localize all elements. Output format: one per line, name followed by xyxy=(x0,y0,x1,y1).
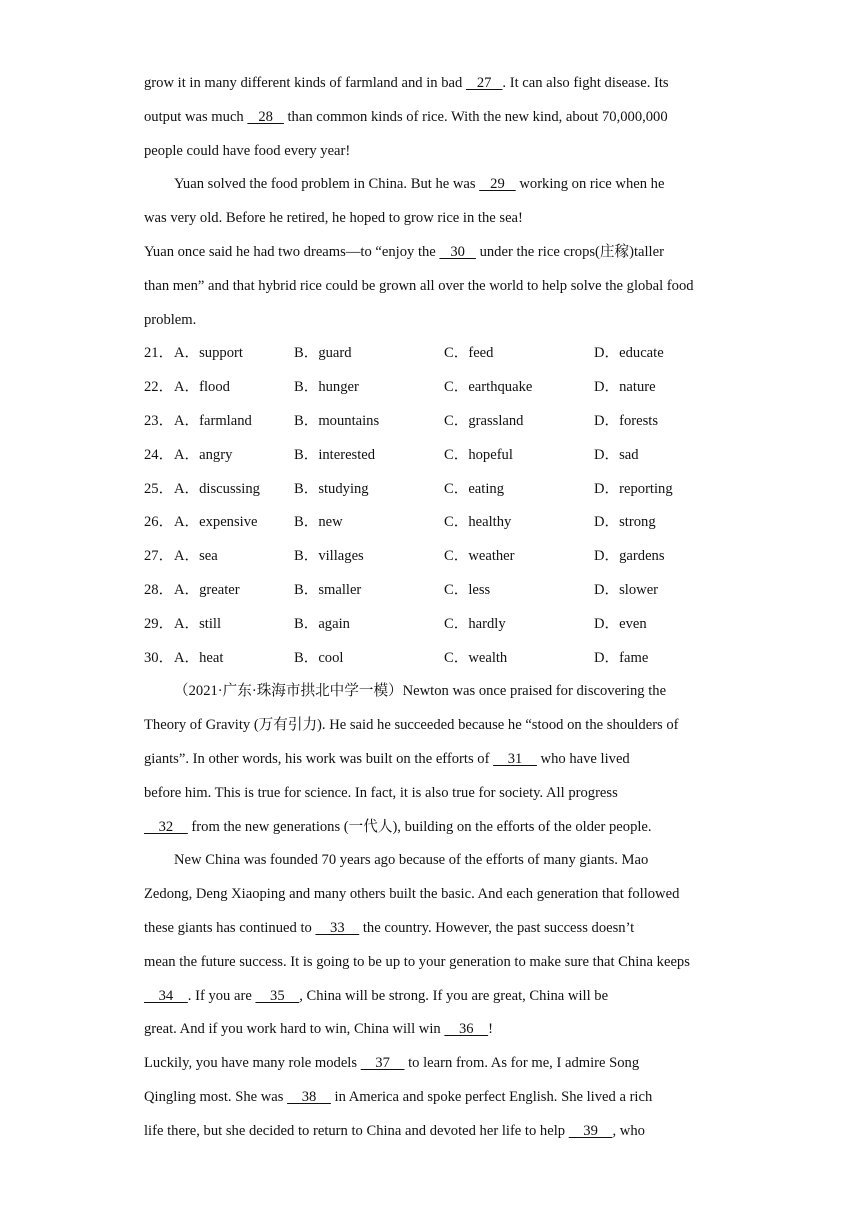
passage2-line-11: great. And if you work hard to win, China will win 36 ! xyxy=(144,1021,494,1037)
option-b: B．studying xyxy=(294,481,369,497)
question-number: 22． xyxy=(144,379,174,395)
passage1-line-8: problem. xyxy=(144,312,197,328)
option-d: D．forests xyxy=(594,413,659,429)
question-number: 25． xyxy=(144,481,174,497)
option-b: B．hunger xyxy=(294,379,359,395)
option-a: A．flood xyxy=(174,379,230,395)
passage2-line-14: life there, but she decided to return to China and devoted her life to help 39 , who xyxy=(144,1123,645,1139)
option-b: B．guard xyxy=(294,345,352,361)
passage1-line-5: was very old. Before he retired, he hoped to grow rice in the sea! xyxy=(144,210,523,226)
passage1-line-2: output was much 28 than common kinds of rice. With the new kind, about 70,000,000 xyxy=(144,109,668,125)
option-b: B．interested xyxy=(294,447,376,463)
question-number: 30． xyxy=(144,650,174,666)
passage2-line-12: Luckily, you have many role models 37 to learn from. As for me, I admire Song xyxy=(144,1055,640,1071)
blank-33: 33 xyxy=(315,920,360,936)
passage2-line-5: 32 from the new generations (一代人), building on the efforts of the older people. xyxy=(144,819,652,835)
question-30 xyxy=(144,648,704,668)
question-21 xyxy=(144,343,704,363)
option-c: C．earthquake xyxy=(444,379,533,395)
option-d: D．educate xyxy=(594,345,664,361)
question-number: 27． xyxy=(144,548,174,564)
passage2-line-4: before him. This is true for science. In fact, it is also true for society. All progress xyxy=(144,785,618,801)
passage1-line-1: grow it in many different kinds of farmland and in bad 27 . It can also fight disease. Its xyxy=(144,75,669,91)
option-c: C．wealth xyxy=(444,650,508,666)
option-a: A．greater xyxy=(174,582,240,598)
option-d: D．nature xyxy=(594,379,656,395)
option-b: B．cool xyxy=(294,650,344,666)
option-b: B．villages xyxy=(294,548,364,564)
passage2-line-2: Theory of Gravity (万有引力). He said he succeeded because he “stood on the shoulders of xyxy=(144,717,679,733)
question-24 xyxy=(144,445,704,465)
question-22 xyxy=(144,377,704,397)
blank-36: 36 xyxy=(444,1021,489,1037)
blank-29: 29 xyxy=(479,176,516,192)
option-b: B．mountains xyxy=(294,413,380,429)
option-c: C．eating xyxy=(444,481,504,497)
passage2-line-1: （2021·广东·珠海市拱北中学一模）Newton was once praised for discovering the xyxy=(174,683,667,699)
option-b: B．new xyxy=(294,514,343,530)
passage2-line-7: Zedong, Deng Xiaoping and many others built the basic. And each generation that followed xyxy=(144,886,680,902)
blank-28: 28 xyxy=(247,109,284,125)
blank-32: 32 xyxy=(144,819,188,835)
passage1-line-3: people could have food every year! xyxy=(144,143,351,159)
question-number: 26． xyxy=(144,514,174,530)
question-29 xyxy=(144,614,704,634)
option-c: C．feed xyxy=(444,345,494,361)
option-b: B．smaller xyxy=(294,582,362,598)
passage2-line-13: Qingling most. She was 38 in America and spoke perfect English. She lived a rich xyxy=(144,1089,653,1105)
option-d: D．gardens xyxy=(594,548,665,564)
blank-30: 30 xyxy=(439,244,476,260)
option-d: D．even xyxy=(594,616,647,632)
option-a: A．expensive xyxy=(174,514,258,530)
blank-38: 38 xyxy=(287,1089,331,1105)
option-d: D．reporting xyxy=(594,481,673,497)
question-number: 21． xyxy=(144,345,174,361)
blank-35: 35 xyxy=(255,988,300,1004)
passage2-line-8: these giants has continued to 33 the country. However, the past success doesn’t xyxy=(144,920,635,936)
option-a: A．support xyxy=(174,345,243,361)
passage2-line-10: 34 . If you are 35 , China will be strong. If you are great, China will be xyxy=(144,988,609,1004)
passage1-line-6: Yuan once said he had two dreams—to “enjoy the 30 under the rice crops(庄稼)taller xyxy=(144,244,664,260)
option-d: D．strong xyxy=(594,514,656,530)
option-d: D．fame xyxy=(594,650,649,666)
blank-27: 27 xyxy=(465,75,503,91)
option-d: D．slower xyxy=(594,582,659,598)
question-number: 23． xyxy=(144,413,174,429)
option-c: C．less xyxy=(444,582,491,598)
option-d: D．sad xyxy=(594,447,639,463)
passage1-line-7: than men” and that hybrid rice could be grown all over the world to help solve the global food xyxy=(144,278,694,294)
blank-34: 34 xyxy=(144,988,188,1004)
blank-31: 31 xyxy=(493,751,537,767)
option-c: C．grassland xyxy=(444,413,524,429)
option-c: C．hopeful xyxy=(444,447,513,463)
option-a: A．discussing xyxy=(174,481,260,497)
question-number: 29． xyxy=(144,616,174,632)
passage2-line-6: New China was founded 70 years ago because of the efforts of many giants. Mao xyxy=(174,852,649,868)
blank-39: 39 xyxy=(568,1123,613,1139)
option-c: C．weather xyxy=(444,548,515,564)
option-a: A．still xyxy=(174,616,222,632)
question-28 xyxy=(144,580,704,600)
option-a: A．angry xyxy=(174,447,233,463)
option-b: B．again xyxy=(294,616,350,632)
blank-37: 37 xyxy=(360,1055,405,1071)
passage2-line-3: giants”. In other words, his work was built on the efforts of 31 who have lived xyxy=(144,751,630,767)
question-25 xyxy=(144,479,704,499)
question-number: 24． xyxy=(144,447,174,463)
option-a: A．heat xyxy=(174,650,224,666)
question-26 xyxy=(144,512,704,532)
option-c: C．hardly xyxy=(444,616,506,632)
passage2-line-9: mean the future success. It is going to be up to your generation to make sure that China keeps xyxy=(144,954,690,970)
question-27 xyxy=(144,546,704,566)
option-a: A．farmland xyxy=(174,413,252,429)
passage1-line-4: Yuan solved the food problem in China. But he was 29 working on rice when he xyxy=(174,176,665,192)
question-23 xyxy=(144,411,704,431)
option-c: C．healthy xyxy=(444,514,512,530)
option-a: A．sea xyxy=(174,548,218,564)
question-number: 28． xyxy=(144,582,174,598)
